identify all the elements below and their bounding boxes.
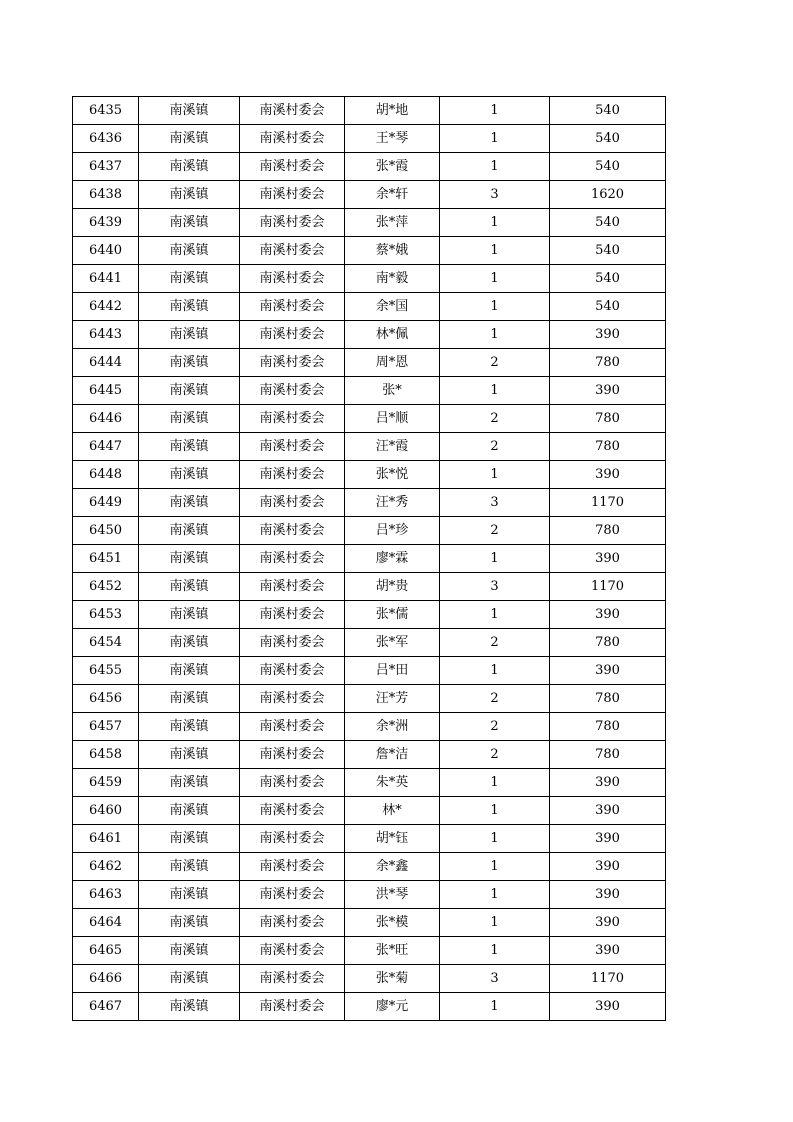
table-row [73,909,666,937]
household-count-cell: 1 [440,657,550,685]
household-count-cell: 2 [440,405,550,433]
household-count-cell: 1 [440,797,550,825]
town-cell: 南溪镇 [139,937,240,965]
village-committee-cell: 南溪村委会 [240,125,345,153]
household-count-cell: 2 [440,713,550,741]
table-row [73,881,666,909]
name-cell: 吕*珍 [345,517,440,545]
name-cell: 林* [345,797,440,825]
household-count-cell: 1 [440,825,550,853]
town-cell: 南溪镇 [139,881,240,909]
village-committee-cell: 南溪村委会 [240,545,345,573]
serial-number-cell: 6435 [73,97,139,125]
amount-cell: 390 [550,461,666,489]
name-cell: 汪*霞 [345,433,440,461]
town-cell: 南溪镇 [139,349,240,377]
serial-number-cell: 6436 [73,125,139,153]
table-row [73,153,666,181]
village-committee-cell: 南溪村委会 [240,97,345,125]
town-cell: 南溪镇 [139,265,240,293]
serial-number-cell: 6467 [73,993,139,1021]
serial-number-cell: 6450 [73,517,139,545]
amount-cell: 780 [550,349,666,377]
name-cell: 张*悦 [345,461,440,489]
household-count-cell: 2 [440,433,550,461]
serial-number-cell: 6456 [73,685,139,713]
household-count-cell: 1 [440,153,550,181]
name-cell: 周*恩 [345,349,440,377]
name-cell: 余*鑫 [345,853,440,881]
table-row [73,993,666,1021]
town-cell: 南溪镇 [139,209,240,237]
town-cell: 南溪镇 [139,601,240,629]
amount-cell: 390 [550,825,666,853]
table-row [73,937,666,965]
town-cell: 南溪镇 [139,545,240,573]
table-row [73,601,666,629]
village-committee-cell: 南溪村委会 [240,377,345,405]
village-committee-cell: 南溪村委会 [240,741,345,769]
table-row [73,797,666,825]
amount-cell: 780 [550,685,666,713]
household-count-cell: 1 [440,601,550,629]
village-committee-cell: 南溪村委会 [240,405,345,433]
household-count-cell: 1 [440,909,550,937]
serial-number-cell: 6446 [73,405,139,433]
table-row [73,853,666,881]
table-row [73,461,666,489]
table-row [73,545,666,573]
name-cell: 蔡*娥 [345,237,440,265]
village-committee-cell: 南溪村委会 [240,601,345,629]
household-count-cell: 1 [440,293,550,321]
serial-number-cell: 6463 [73,881,139,909]
amount-cell: 1170 [550,573,666,601]
town-cell: 南溪镇 [139,993,240,1021]
table-row [73,685,666,713]
amount-cell: 540 [550,153,666,181]
table-row [73,265,666,293]
name-cell: 胡*贵 [345,573,440,601]
village-committee-cell: 南溪村委会 [240,461,345,489]
town-cell: 南溪镇 [139,685,240,713]
table-row [73,517,666,545]
serial-number-cell: 6464 [73,909,139,937]
amount-cell: 1170 [550,489,666,517]
household-count-cell: 3 [440,573,550,601]
town-cell: 南溪镇 [139,797,240,825]
village-committee-cell: 南溪村委会 [240,657,345,685]
amount-cell: 540 [550,125,666,153]
town-cell: 南溪镇 [139,489,240,517]
town-cell: 南溪镇 [139,237,240,265]
amount-cell: 390 [550,853,666,881]
town-cell: 南溪镇 [139,125,240,153]
name-cell: 张* [345,377,440,405]
name-cell: 胡*地 [345,97,440,125]
town-cell: 南溪镇 [139,377,240,405]
household-count-cell: 3 [440,489,550,517]
table-row [73,965,666,993]
village-committee-cell: 南溪村委会 [240,321,345,349]
household-count-cell: 1 [440,853,550,881]
household-count-cell: 2 [440,685,550,713]
serial-number-cell: 6447 [73,433,139,461]
village-committee-cell: 南溪村委会 [240,489,345,517]
village-committee-cell: 南溪村委会 [240,181,345,209]
serial-number-cell: 6441 [73,265,139,293]
town-cell: 南溪镇 [139,461,240,489]
amount-cell: 540 [550,237,666,265]
village-committee-cell: 南溪村委会 [240,629,345,657]
table-row [73,433,666,461]
table-row [73,181,666,209]
name-cell: 张*菊 [345,965,440,993]
name-cell: 吕*顺 [345,405,440,433]
village-committee-cell: 南溪村委会 [240,237,345,265]
amount-cell: 390 [550,881,666,909]
town-cell: 南溪镇 [139,909,240,937]
household-count-cell: 2 [440,741,550,769]
amount-cell: 780 [550,629,666,657]
village-committee-cell: 南溪村委会 [240,937,345,965]
amount-cell: 780 [550,517,666,545]
serial-number-cell: 6452 [73,573,139,601]
village-committee-cell: 南溪村委会 [240,909,345,937]
town-cell: 南溪镇 [139,433,240,461]
town-cell: 南溪镇 [139,965,240,993]
village-committee-cell: 南溪村委会 [240,797,345,825]
amount-cell: 780 [550,741,666,769]
name-cell: 张*儒 [345,601,440,629]
amount-cell: 540 [550,97,666,125]
household-count-cell: 1 [440,545,550,573]
household-count-cell: 1 [440,461,550,489]
village-committee-cell: 南溪村委会 [240,517,345,545]
household-count-cell: 1 [440,125,550,153]
table-row [73,769,666,797]
name-cell: 朱*英 [345,769,440,797]
name-cell: 汪*芳 [345,685,440,713]
household-count-cell: 1 [440,769,550,797]
serial-number-cell: 6442 [73,293,139,321]
village-committee-cell: 南溪村委会 [240,713,345,741]
town-cell: 南溪镇 [139,741,240,769]
amount-cell: 390 [550,909,666,937]
table-row [73,489,666,517]
name-cell: 胡*钰 [345,825,440,853]
name-cell: 张*模 [345,909,440,937]
amount-cell: 390 [550,601,666,629]
serial-number-cell: 6443 [73,321,139,349]
town-cell: 南溪镇 [139,321,240,349]
amount-cell: 390 [550,377,666,405]
serial-number-cell: 6439 [73,209,139,237]
table-row [73,629,666,657]
name-cell: 张*旺 [345,937,440,965]
name-cell: 汪*秀 [345,489,440,517]
amount-cell: 390 [550,993,666,1021]
name-cell: 廖*元 [345,993,440,1021]
name-cell: 王*琴 [345,125,440,153]
serial-number-cell: 6444 [73,349,139,377]
name-cell: 余*国 [345,293,440,321]
household-count-cell: 2 [440,517,550,545]
name-cell: 林*佩 [345,321,440,349]
household-count-cell: 1 [440,209,550,237]
town-cell: 南溪镇 [139,517,240,545]
household-count-cell: 2 [440,629,550,657]
town-cell: 南溪镇 [139,853,240,881]
serial-number-cell: 6460 [73,797,139,825]
household-count-cell: 1 [440,265,550,293]
household-count-cell: 1 [440,97,550,125]
town-cell: 南溪镇 [139,825,240,853]
name-cell: 洪*琴 [345,881,440,909]
household-count-cell: 1 [440,237,550,265]
village-committee-cell: 南溪村委会 [240,993,345,1021]
amount-cell: 540 [550,209,666,237]
town-cell: 南溪镇 [139,293,240,321]
village-committee-cell: 南溪村委会 [240,209,345,237]
village-committee-cell: 南溪村委会 [240,825,345,853]
town-cell: 南溪镇 [139,657,240,685]
village-committee-cell: 南溪村委会 [240,573,345,601]
serial-number-cell: 6445 [73,377,139,405]
serial-number-cell: 6457 [73,713,139,741]
table-row [73,657,666,685]
household-count-cell: 3 [440,181,550,209]
name-cell: 南*毅 [345,265,440,293]
table-row [73,97,666,125]
table-row [73,713,666,741]
village-committee-cell: 南溪村委会 [240,853,345,881]
serial-number-cell: 6455 [73,657,139,685]
name-cell: 余*轩 [345,181,440,209]
serial-number-cell: 6440 [73,237,139,265]
amount-cell: 390 [550,797,666,825]
serial-number-cell: 6449 [73,489,139,517]
table-row [73,209,666,237]
table-row [73,349,666,377]
village-committee-cell: 南溪村委会 [240,293,345,321]
name-cell: 张*霞 [345,153,440,181]
amount-cell: 390 [550,545,666,573]
town-cell: 南溪镇 [139,405,240,433]
roster-table-body [73,97,666,1021]
table-row [73,405,666,433]
table-row [73,293,666,321]
serial-number-cell: 6448 [73,461,139,489]
name-cell: 张*军 [345,629,440,657]
village-committee-cell: 南溪村委会 [240,881,345,909]
amount-cell: 390 [550,937,666,965]
name-cell: 吕*田 [345,657,440,685]
amount-cell: 390 [550,657,666,685]
table-row [73,741,666,769]
serial-number-cell: 6462 [73,853,139,881]
household-count-cell: 1 [440,937,550,965]
table-row [73,377,666,405]
household-count-cell: 1 [440,321,550,349]
village-committee-cell: 南溪村委会 [240,153,345,181]
amount-cell: 540 [550,293,666,321]
serial-number-cell: 6454 [73,629,139,657]
serial-number-cell: 6453 [73,601,139,629]
village-committee-cell: 南溪村委会 [240,349,345,377]
serial-number-cell: 6451 [73,545,139,573]
household-count-cell: 1 [440,993,550,1021]
roster-table [72,96,666,1021]
table-row [73,125,666,153]
amount-cell: 1170 [550,965,666,993]
amount-cell: 390 [550,321,666,349]
village-committee-cell: 南溪村委会 [240,265,345,293]
serial-number-cell: 6465 [73,937,139,965]
town-cell: 南溪镇 [139,769,240,797]
table-row [73,321,666,349]
name-cell: 余*洲 [345,713,440,741]
serial-number-cell: 6461 [73,825,139,853]
name-cell: 廖*霖 [345,545,440,573]
town-cell: 南溪镇 [139,629,240,657]
amount-cell: 780 [550,433,666,461]
serial-number-cell: 6458 [73,741,139,769]
town-cell: 南溪镇 [139,573,240,601]
amount-cell: 1620 [550,181,666,209]
town-cell: 南溪镇 [139,181,240,209]
name-cell: 张*萍 [345,209,440,237]
serial-number-cell: 6437 [73,153,139,181]
town-cell: 南溪镇 [139,97,240,125]
village-committee-cell: 南溪村委会 [240,965,345,993]
amount-cell: 390 [550,769,666,797]
table-row [73,573,666,601]
village-committee-cell: 南溪村委会 [240,433,345,461]
serial-number-cell: 6466 [73,965,139,993]
amount-cell: 780 [550,713,666,741]
serial-number-cell: 6459 [73,769,139,797]
household-count-cell: 2 [440,349,550,377]
amount-cell: 780 [550,405,666,433]
table-row [73,237,666,265]
household-count-cell: 1 [440,881,550,909]
table-row [73,825,666,853]
village-committee-cell: 南溪村委会 [240,769,345,797]
town-cell: 南溪镇 [139,153,240,181]
village-committee-cell: 南溪村委会 [240,685,345,713]
amount-cell: 540 [550,265,666,293]
household-count-cell: 1 [440,377,550,405]
household-count-cell: 3 [440,965,550,993]
serial-number-cell: 6438 [73,181,139,209]
name-cell: 詹*洁 [345,741,440,769]
town-cell: 南溪镇 [139,713,240,741]
